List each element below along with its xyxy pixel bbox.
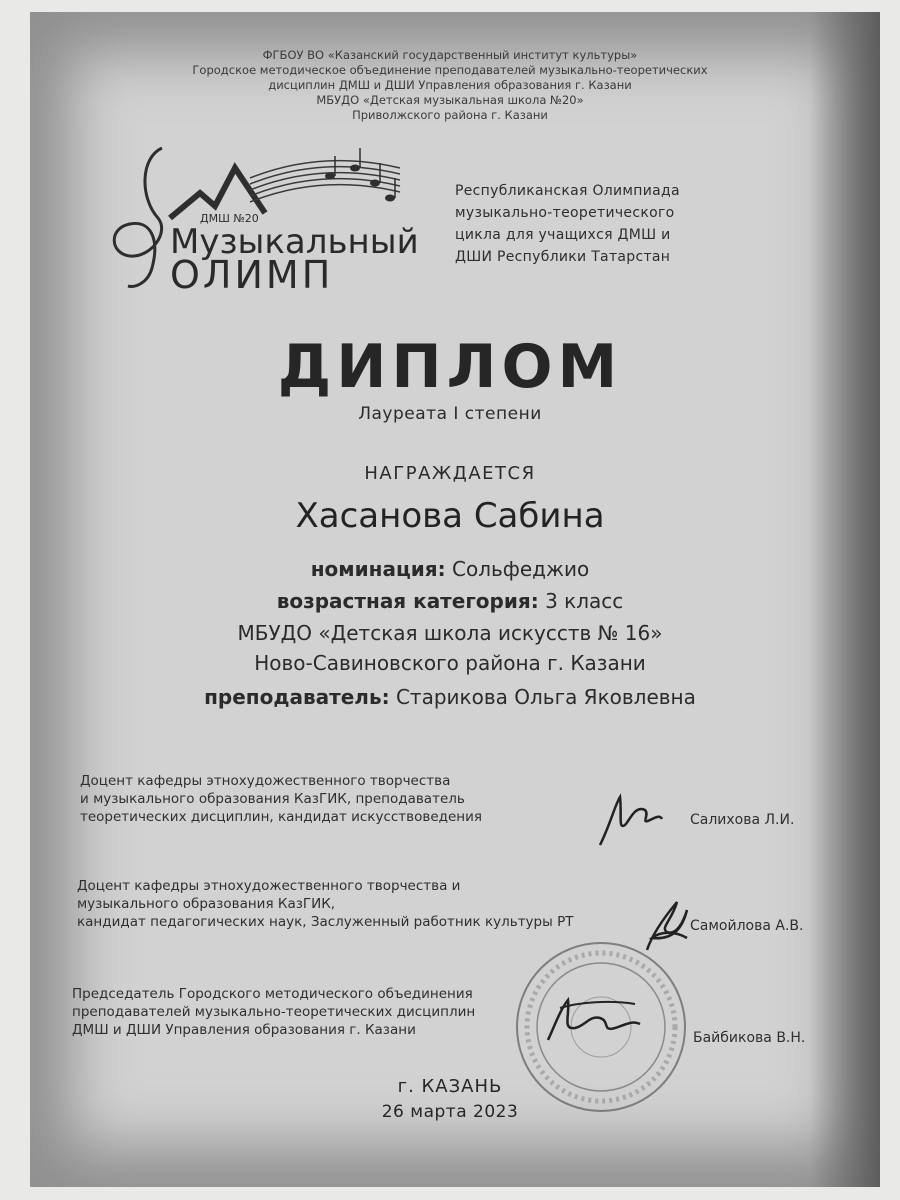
signatory-2-name: Самойлова А.В. <box>690 918 804 934</box>
issuer-header <box>80 48 820 123</box>
nomination-label: номинация: <box>310 557 446 581</box>
olympiad-line: цикла для учащихся ДМШ и <box>455 227 671 243</box>
signatory-3-line: преподавателей музыкально-теоретических дисциплин <box>72 1004 476 1020</box>
signatory-2-position <box>77 877 573 931</box>
signatory-3-line: ДМШ и ДШИ Управления образования г. Казани <box>72 1022 416 1038</box>
nomination-line <box>0 557 900 581</box>
laureate-degree: Лауреата I степени <box>358 404 542 424</box>
age-category-value: 3 класс <box>545 589 624 613</box>
signature-1 <box>590 785 670 855</box>
diploma-title: ДИПЛОМ <box>277 332 623 402</box>
logo-school: ДМШ №20 <box>200 212 259 225</box>
signatory-1-position <box>80 772 482 826</box>
recipient-name: Хасанова Сабина <box>295 496 605 536</box>
signatory-3-position <box>72 985 475 1039</box>
issue-city: г. КАЗАНЬ <box>397 1076 503 1097</box>
header-line: Приволжского района г. Казани <box>352 108 548 122</box>
awarded-label: НАГРАЖДАЕТСЯ <box>364 463 536 484</box>
signatory-1-name: Салихова Л.И. <box>690 812 795 828</box>
signature-3 <box>540 990 650 1050</box>
muzykalny-olimp-logo <box>100 138 430 298</box>
signatory-3-name: Байбикова В.Н. <box>693 1030 806 1046</box>
age-category-label: возрастная категория: <box>276 589 539 613</box>
signatory-1-line: Доцент кафедры этнохудожественного творчества <box>80 773 451 789</box>
signatory-2-line: кандидат педагогических наук, Заслуженный работник культуры РТ <box>77 914 574 930</box>
age-category-line <box>0 589 900 613</box>
signatory-2-line: Доцент кафедры этнохудожественного творчества и <box>77 878 461 894</box>
signatory-1-line: и музыкального образования КазГИК, преподаватель <box>80 791 465 807</box>
issue-date: 26 марта 2023 <box>381 1102 519 1122</box>
signatory-1-line: теоретических дисциплин, кандидат искусствоведения <box>80 809 482 825</box>
signatory-2-line: музыкального образования КазГИК, <box>77 896 336 912</box>
teacher-line <box>0 685 900 709</box>
logo-word-2: ОЛИМП <box>170 253 334 297</box>
school-line-1: МБУДО «Детская школа искусств № 16» <box>237 621 663 645</box>
olympiad-line: Республиканская Олимпиада <box>455 183 680 199</box>
teacher-value: Старикова Ольга Яковлевна <box>395 685 696 709</box>
teacher-label: преподаватель: <box>204 685 390 709</box>
nomination-value: Сольфеджио <box>452 557 590 581</box>
signatory-3-line: Председатель Городского методического объединения <box>72 986 473 1002</box>
school-line-2: Ново-Савиновского района г. Казани <box>254 651 646 675</box>
header-line: дисциплин ДМШ и ДШИ Управления образования г. Казани <box>268 78 632 92</box>
olympiad-line: музыкально-теоретического <box>455 205 675 221</box>
header-line: МБУДО «Детская музыкальная школа №20» <box>316 93 584 107</box>
header-line: ФГБОУ ВО «Казанский государственный институт культуры» <box>262 48 638 62</box>
olympiad-title <box>455 180 795 268</box>
logo-word-1: Музыкальный <box>170 222 419 262</box>
header-line: Городское методическое объединение преподавателей музыкально-теоретических <box>192 63 708 77</box>
olympiad-line: ДШИ Республики Татарстан <box>455 249 671 265</box>
